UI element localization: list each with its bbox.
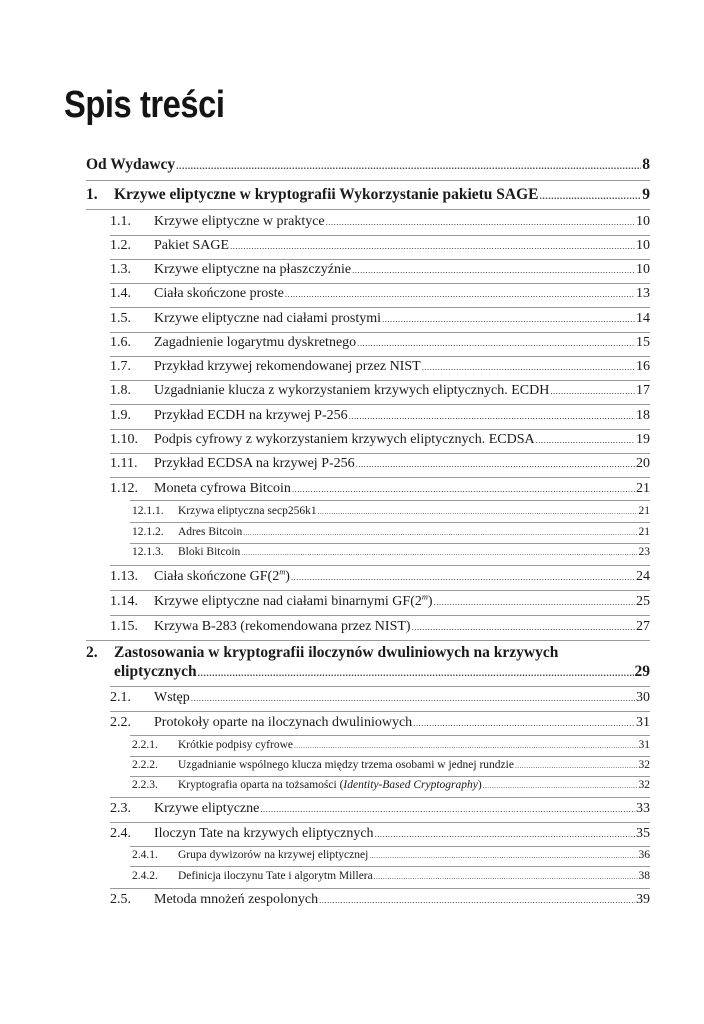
toc-entry-2-2[interactable] xyxy=(110,715,650,731)
toc-label: Wstęp xyxy=(154,690,190,705)
toc-leader xyxy=(294,742,638,750)
toc-page-number: 25 xyxy=(636,594,650,609)
toc-leader xyxy=(357,338,635,348)
toc-entry-1-12[interactable] xyxy=(110,481,650,497)
toc-label: Krzywe eliptyczne na płaszczyźnie xyxy=(154,262,352,277)
toc-leader xyxy=(413,718,635,728)
toc-entry-2-4[interactable] xyxy=(110,826,650,842)
divider xyxy=(110,404,650,405)
toc-entry-od-wydawcy[interactable] xyxy=(86,156,650,174)
toc-entry-1-3[interactable] xyxy=(110,262,650,278)
divider xyxy=(110,477,650,478)
toc-number: 2.4.2. xyxy=(132,870,158,882)
toc-page-number: 24 xyxy=(636,569,650,584)
toc-entry-1-6[interactable] xyxy=(110,335,650,351)
divider xyxy=(110,235,650,236)
toc-leader xyxy=(375,829,635,839)
toc-entry-1-4[interactable] xyxy=(110,286,650,302)
toc-label: Przykład ECDH na krzywej P-256 xyxy=(154,408,348,423)
toc-page-number: 31 xyxy=(638,739,650,751)
toc-entry-chapter-2-cont[interactable] xyxy=(114,663,650,681)
toc-number: 1.2. xyxy=(110,238,131,253)
toc-leader xyxy=(241,549,637,557)
toc-leader xyxy=(319,895,635,905)
divider xyxy=(110,711,650,712)
divider xyxy=(110,565,650,566)
toc-number: 12.1.1. xyxy=(132,505,164,517)
toc-leader xyxy=(369,852,637,860)
toc-label: Krzywe eliptyczne nad ciałami binarnymi GF(2$^m$) xyxy=(154,592,433,609)
toc-number: 12.1.2. xyxy=(132,526,164,538)
toc-number: 2.3. xyxy=(110,801,131,816)
divider xyxy=(110,888,650,889)
toc-label: Bloki Bitcoin xyxy=(178,546,241,558)
toc-entry-1-9[interactable] xyxy=(110,408,650,424)
toc-label: Kryptografia oparta na tożsamości (Identity-Based Cryptography) xyxy=(178,779,482,791)
toc-label: Krzywe eliptyczne xyxy=(154,801,260,816)
toc-number: 1.11. xyxy=(110,456,138,471)
toc-number: 2.2.3. xyxy=(132,779,158,791)
toc-entry-2-2-2[interactable] xyxy=(132,759,650,771)
toc-number: 1.15. xyxy=(110,619,138,634)
toc-page-number: 38 xyxy=(638,870,650,882)
toc-page-number: 14 xyxy=(636,311,650,326)
divider xyxy=(130,846,650,847)
toc-number: 2.5. xyxy=(110,892,131,907)
toc-number: 1.12. xyxy=(110,481,138,496)
toc-label: Krzywe eliptyczne w praktyce xyxy=(154,214,325,229)
toc-label: Ciała skończone proste xyxy=(154,286,284,301)
toc-entry-12-1-3[interactable] xyxy=(132,546,650,558)
toc-leader xyxy=(382,314,635,324)
toc-entry-2-4-2[interactable] xyxy=(132,870,650,882)
toc-leader xyxy=(515,762,638,770)
toc-page-number: 17 xyxy=(636,383,650,398)
toc-leader xyxy=(483,782,638,790)
toc-number: 1.5. xyxy=(110,311,131,326)
divider xyxy=(110,590,650,591)
toc-number: 1.9. xyxy=(110,408,131,423)
toc-number: 1. xyxy=(86,186,98,203)
divider xyxy=(110,356,650,357)
divider xyxy=(130,756,650,757)
toc-page-number: 27 xyxy=(636,619,650,634)
toc-page-number: 20 xyxy=(636,456,650,471)
toc-leader xyxy=(536,435,635,445)
toc-page-number: 15 xyxy=(636,335,650,350)
toc-page-number: 30 xyxy=(636,690,650,705)
toc-leader xyxy=(374,873,638,881)
toc-label: Ciała skończone GF(2$^m$) xyxy=(154,567,290,584)
toc-leader xyxy=(550,386,635,396)
toc-entry-2-2-3[interactable] xyxy=(132,779,650,791)
toc-leader xyxy=(292,484,635,494)
toc-leader xyxy=(198,668,634,679)
divider xyxy=(130,522,650,523)
toc-label: Iloczyn Tate na krzywych eliptycznych xyxy=(154,826,374,841)
divider xyxy=(110,686,650,687)
toc-number: 2. xyxy=(86,644,98,661)
divider xyxy=(130,866,650,867)
toc-number: 1.6. xyxy=(110,335,131,350)
toc-label: Przykład ECDSA na krzywej P-256 xyxy=(154,456,355,471)
toc-number: 1.3. xyxy=(110,262,131,277)
divider xyxy=(110,380,650,381)
toc-label: Adres Bitcoin xyxy=(178,526,243,538)
toc-number: 2.2.2. xyxy=(132,759,158,771)
divider xyxy=(110,307,650,308)
toc-number: 1.4. xyxy=(110,286,131,301)
toc-leader xyxy=(356,459,635,469)
toc-label: Protokoły oparte na iloczynach dwuliniowych xyxy=(154,715,413,730)
toc-leader xyxy=(285,289,635,299)
toc-entry-chapter-1[interactable] xyxy=(86,186,650,204)
toc-page-number: 21 xyxy=(638,505,650,517)
divider xyxy=(110,615,650,616)
divider xyxy=(130,776,650,777)
toc-entry-2-2-1[interactable] xyxy=(132,739,650,751)
toc-leader xyxy=(191,693,635,703)
toc-page-number: 23 xyxy=(638,546,650,558)
toc-entry-1-13[interactable] xyxy=(110,569,650,585)
divider xyxy=(110,259,650,260)
divider xyxy=(130,543,650,544)
toc-label: Pakiet SAGE xyxy=(154,238,230,253)
toc-entry-1-5[interactable] xyxy=(110,311,650,327)
toc-label: Przykład krzywej rekomendowanej przez NIST xyxy=(154,359,421,374)
toc-label: Od Wydawcy xyxy=(86,156,176,173)
toc-page-number: 39 xyxy=(636,892,650,907)
toc-label: Grupa dywizorów na krzywej eliptycznej xyxy=(178,849,369,861)
divider xyxy=(130,735,650,736)
toc-page-number: 10 xyxy=(636,238,650,253)
page-title: Spis treści xyxy=(64,84,225,126)
toc-entry-1-2[interactable] xyxy=(110,238,650,254)
toc-entry-1-10[interactable] xyxy=(110,432,650,448)
toc-entry-2-4-1[interactable] xyxy=(132,849,650,861)
toc-number: 2.1. xyxy=(110,690,131,705)
toc-leader xyxy=(291,572,635,582)
divider xyxy=(110,429,650,430)
toc-page-number: 32 xyxy=(638,779,650,791)
toc-label-line1: Zastosowania w kryptografii iloczynów dwuliniowych na krzywych xyxy=(114,644,559,661)
toc-entry-2-3[interactable] xyxy=(110,801,650,817)
toc-leader xyxy=(434,597,635,607)
toc-entry-1-1[interactable] xyxy=(110,214,650,230)
toc-page-number: 32 xyxy=(638,759,650,771)
toc-entry-2-1[interactable] xyxy=(110,690,650,706)
toc-number: 1.13. xyxy=(110,569,138,584)
toc-label: Krzywe eliptyczne nad ciałami prostymi xyxy=(154,311,382,326)
toc-leader xyxy=(349,411,635,421)
toc-entry-chapter-2[interactable] xyxy=(86,644,558,662)
toc-leader xyxy=(412,622,635,632)
divider xyxy=(110,797,650,798)
toc-leader xyxy=(540,191,642,202)
toc-leader xyxy=(352,265,635,275)
toc-page-number: 35 xyxy=(636,826,650,841)
divider xyxy=(130,500,650,501)
toc-page-number: 13 xyxy=(636,286,650,301)
toc-page-number: 33 xyxy=(636,801,650,816)
toc-label-line2: eliptycznych xyxy=(114,663,197,680)
toc-entry-1-14[interactable] xyxy=(110,594,650,610)
toc-label: Definicja iloczynu Tate i algorytm Millera xyxy=(178,870,373,882)
toc-page-number: 10 xyxy=(636,214,650,229)
toc-page-number: 31 xyxy=(636,715,650,730)
divider xyxy=(86,640,650,641)
toc-page-number: 36 xyxy=(638,849,650,861)
divider xyxy=(110,283,650,284)
toc-page-number: 29 xyxy=(634,663,650,680)
toc-entry-1-11[interactable] xyxy=(110,456,650,472)
toc-page-number: 19 xyxy=(636,432,650,447)
toc-leader xyxy=(318,508,638,516)
toc-number: 2.4.1. xyxy=(132,849,158,861)
toc-number: 2.2. xyxy=(110,715,131,730)
toc-page-number: 9 xyxy=(642,186,650,203)
toc-leader xyxy=(243,529,637,537)
divider xyxy=(110,453,650,454)
toc-leader xyxy=(260,804,635,814)
toc-number: 12.1.3. xyxy=(132,546,164,558)
toc-number: 1.10. xyxy=(110,432,138,447)
toc-label: Metoda mnożeń zespolonych xyxy=(154,892,319,907)
toc-label: Krzywe eliptyczne w kryptografii Wykorzystanie pakietu SAGE xyxy=(114,186,539,203)
toc-page-number: 10 xyxy=(636,262,650,277)
toc-number: 1.14. xyxy=(110,594,138,609)
toc-entry-1-15[interactable] xyxy=(110,619,650,635)
toc-entry-12-1-2[interactable] xyxy=(132,526,650,538)
toc-leader xyxy=(422,362,635,372)
toc-leader xyxy=(176,161,641,172)
divider xyxy=(86,180,650,181)
toc-number: 1.1. xyxy=(110,214,131,229)
toc-number: 2.4. xyxy=(110,826,131,841)
toc-entry-2-5[interactable] xyxy=(110,892,650,908)
toc-number: 2.2.1. xyxy=(132,739,158,751)
toc-page-number: 8 xyxy=(642,156,650,173)
toc-leader xyxy=(230,241,635,251)
toc-label: Zagadnienie logarytmu dyskretnego xyxy=(154,335,357,350)
toc-label: Uzgadnianie klucza z wykorzystaniem krzywych eliptycznych. ECDH xyxy=(154,383,550,398)
toc-entry-1-8[interactable] xyxy=(110,383,650,399)
toc-label: Krzywa eliptyczna secp256k1 xyxy=(178,505,317,517)
toc-page-number: 18 xyxy=(636,408,650,423)
toc-page-number: 21 xyxy=(636,481,650,496)
divider xyxy=(110,332,650,333)
toc-page-number: 16 xyxy=(636,359,650,374)
toc-page-number: 21 xyxy=(638,526,650,538)
toc-label: Podpis cyfrowy z wykorzystaniem krzywych eliptycznych. ECDSA xyxy=(154,432,535,447)
toc-entry-1-7[interactable] xyxy=(110,359,650,375)
divider xyxy=(110,822,650,823)
toc-number: 1.8. xyxy=(110,383,131,398)
toc-label: Krzywa B-283 (rekomendowana przez NIST) xyxy=(154,619,411,634)
toc-label: Uzgadnianie wspólnego klucza między trzema osobami w jednej rundzie xyxy=(178,759,514,771)
toc-entry-12-1-1[interactable] xyxy=(132,505,650,517)
toc-number: 1.7. xyxy=(110,359,131,374)
divider xyxy=(86,209,650,210)
toc-label: Krótkie podpisy cyfrowe xyxy=(178,739,293,751)
toc-label: Moneta cyfrowa Bitcoin xyxy=(154,481,291,496)
toc-leader xyxy=(326,217,635,227)
